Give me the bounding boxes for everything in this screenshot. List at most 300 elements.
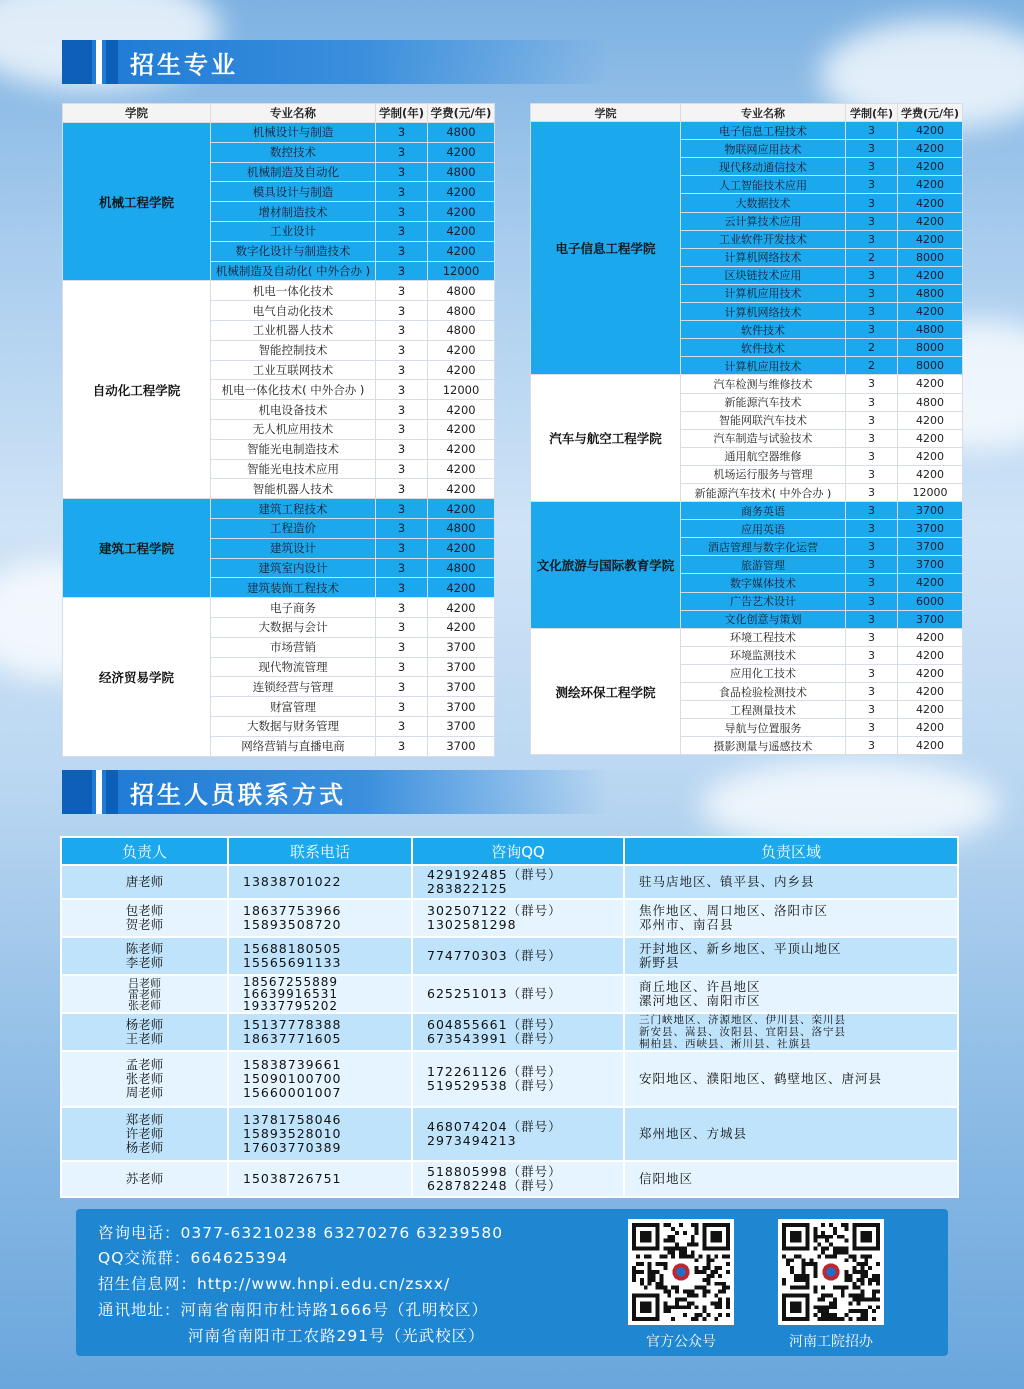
- study-years: 3: [376, 499, 428, 519]
- contact-row: [61, 1013, 958, 1051]
- contact-qq-line[interactable]: 2973494213: [427, 1133, 517, 1148]
- tuition-fee: 8000: [898, 248, 963, 266]
- major-name: 区块链技术应用: [681, 266, 846, 284]
- tuition-fee: 4200: [428, 617, 495, 637]
- college-name: 文化旅游与国际教育学院: [531, 502, 681, 629]
- tuition-fee: 6000: [898, 592, 963, 610]
- contact-qq-line[interactable]: 172261126（群号）: [427, 1064, 562, 1079]
- contact-qq-line[interactable]: 468074204（群号）: [427, 1119, 562, 1134]
- major-name: 食品检验检测技术: [681, 683, 846, 701]
- major-name: 工业互联网技术: [211, 360, 376, 380]
- qq-group: QQ交流群：664625394: [98, 1249, 289, 1267]
- mailing-address-2: 河南省南阳市工农路291号（光武校区）: [188, 1327, 485, 1345]
- tuition-fee: 4800: [428, 558, 495, 578]
- major-name: 机械制造及自动化: [211, 162, 376, 182]
- contact-person-line: 张老师: [125, 1071, 164, 1086]
- contact-area: [624, 1161, 958, 1197]
- major-name: 应用化工技术: [681, 664, 846, 682]
- study-years: 3: [376, 261, 428, 281]
- tuition-fee: 4200: [898, 701, 963, 719]
- contact-qq-line[interactable]: 673543991（群号）: [427, 1031, 562, 1046]
- major-name: 导航与位置服务: [681, 719, 846, 737]
- study-years: 3: [376, 301, 428, 321]
- study-years: 3: [846, 538, 898, 556]
- major-name: 旅游管理: [681, 556, 846, 574]
- contact-phone: [228, 1051, 412, 1107]
- tuition-fee: 4200: [428, 400, 495, 420]
- contact-person-line: 周老师: [125, 1085, 164, 1100]
- major-name: 大数据与会计: [211, 617, 376, 637]
- contact-phone-line[interactable]: 15893528010: [243, 1126, 342, 1141]
- study-years: 3: [846, 683, 898, 701]
- col-header-college: 学院: [63, 104, 211, 123]
- study-years: 3: [376, 182, 428, 202]
- tuition-fee: 4200: [428, 538, 495, 558]
- contact-qq-line[interactable]: 774770303（群号）: [427, 948, 562, 963]
- major-name: 连锁经营与管理: [211, 677, 376, 697]
- contact-phone-line[interactable]: 15565691133: [243, 955, 342, 970]
- study-years: 3: [846, 266, 898, 284]
- tuition-fee: 4200: [898, 737, 963, 755]
- contact-qq-line[interactable]: 429192485（群号）: [427, 867, 562, 882]
- contact-area-line: 驻马店地区、镇平县、内乡县: [639, 874, 815, 889]
- college-name: 汽车与航空工程学院: [531, 375, 681, 502]
- contact-phone-line[interactable]: 15090100700: [243, 1071, 342, 1086]
- study-years: 3: [376, 360, 428, 380]
- contact-phone-line[interactable]: 15838739661: [243, 1057, 342, 1072]
- study-years: 3: [846, 194, 898, 212]
- contact-person-line: 贺老师: [125, 917, 164, 932]
- tuition-fee: 4200: [898, 375, 963, 393]
- major-name: 市场营销: [211, 637, 376, 657]
- tuition-fee: 3700: [428, 657, 495, 677]
- tuition-fee: 4200: [428, 182, 495, 202]
- major-name: 汽车检测与维修技术: [681, 375, 846, 393]
- contact-person: [61, 1013, 228, 1051]
- tuition-fee: 3700: [898, 610, 963, 628]
- tuition-fee: 4200: [898, 574, 963, 592]
- contact-phone-line[interactable]: 15688180505: [243, 941, 342, 956]
- study-years: 3: [846, 465, 898, 483]
- major-name: 通用航空器维修: [681, 447, 846, 465]
- study-years: 3: [376, 320, 428, 340]
- contact-row: [61, 899, 958, 937]
- contact-phone-line[interactable]: 15038726751: [243, 1171, 342, 1186]
- study-years: 3: [376, 400, 428, 420]
- mailing-address-1: 通讯地址：河南省南阳市杜诗路1666号（孔明校区）: [98, 1301, 488, 1319]
- major-name: 文化创意与策划: [681, 610, 846, 628]
- footer-info-panel: [76, 1209, 948, 1356]
- tuition-fee: 4200: [898, 447, 963, 465]
- tuition-fee: 12000: [898, 483, 963, 501]
- study-years: 3: [376, 221, 428, 241]
- major-name: 模具设计与制造: [211, 182, 376, 202]
- contact-area: [624, 1107, 958, 1161]
- major-row: [531, 375, 963, 393]
- study-years: 3: [846, 646, 898, 664]
- tuition-fee: 4200: [428, 142, 495, 162]
- study-years: 3: [376, 637, 428, 657]
- major-name: 环境工程技术: [681, 628, 846, 646]
- major-name: 摄影测量与遥感技术: [681, 737, 846, 755]
- study-years: 3: [846, 230, 898, 248]
- major-name: 数字化设计与制造技术: [211, 241, 376, 261]
- contact-phone-line[interactable]: 18567255889: [243, 975, 338, 989]
- study-years: 3: [376, 419, 428, 439]
- study-years: 3: [376, 380, 428, 400]
- contact-person-line: 杨老师: [125, 1140, 164, 1155]
- contact-area-line: 邓州市、南召县: [639, 917, 734, 932]
- major-name: 建筑室内设计: [211, 558, 376, 578]
- majors-section-header: [62, 40, 610, 84]
- tuition-fee: 4200: [898, 719, 963, 737]
- contact-area-line: 新安县、嵩县、汝阳县、宜阳县、洛宁县: [639, 1026, 846, 1038]
- contact-phone-line[interactable]: 19337795202: [243, 999, 338, 1013]
- contact-area-line: 漯河地区、南阳市区: [639, 993, 761, 1008]
- contact-row: [61, 975, 958, 1013]
- tuition-fee: 3700: [898, 556, 963, 574]
- tuition-fee: 4200: [898, 230, 963, 248]
- college-name: 自动化工程学院: [63, 281, 211, 499]
- tuition-fee: 4200: [898, 212, 963, 230]
- col-header-major: 专业名称: [681, 104, 846, 122]
- contact-area: [624, 899, 958, 937]
- study-years: 3: [376, 538, 428, 558]
- contact-header-phone: 联系电话: [228, 837, 412, 865]
- major-name: 智能控制技术: [211, 340, 376, 360]
- contact-qq-line[interactable]: 628782248（群号）: [427, 1178, 562, 1193]
- major-name: 建筑工程技术: [211, 499, 376, 519]
- major-name: 增材制造技术: [211, 202, 376, 222]
- col-header-fee: 学费(元/年): [898, 104, 963, 122]
- study-years: 3: [846, 502, 898, 520]
- study-years: 3: [376, 736, 428, 756]
- major-name: 现代移动通信技术: [681, 158, 846, 176]
- major-name: 物联网应用技术: [681, 140, 846, 158]
- study-years: 3: [376, 439, 428, 459]
- tuition-fee: 4200: [898, 646, 963, 664]
- study-years: 3: [376, 617, 428, 637]
- contact-area: [624, 937, 958, 975]
- major-name: 应用英语: [681, 520, 846, 538]
- contact-area-line: 焦作地区、周口地区、洛阳市区: [639, 903, 829, 918]
- major-name: 软件技术: [681, 339, 846, 357]
- study-years: 3: [846, 303, 898, 321]
- consult-phone: 咨询电话：0377-63210238 63270276 63239580: [98, 1224, 504, 1242]
- tuition-fee: 4800: [428, 301, 495, 321]
- contact-person-line: 郑老师: [125, 1112, 164, 1127]
- college-name: 测绘环保工程学院: [531, 628, 681, 755]
- contact-qq: [412, 1107, 624, 1161]
- major-name: 工业软件开发技术: [681, 230, 846, 248]
- contact-area: [624, 1013, 958, 1051]
- study-years: 3: [376, 657, 428, 677]
- contact-row: [61, 1161, 958, 1197]
- major-name: 网络营销与直播电商: [211, 736, 376, 756]
- major-name: 数字媒体技术: [681, 574, 846, 592]
- qr-code-admissions-office[interactable]: [778, 1219, 884, 1325]
- col-header-years: 学制(年): [376, 104, 428, 123]
- tuition-fee: 4200: [898, 158, 963, 176]
- contact-qq: [412, 937, 624, 975]
- tuition-fee: 4200: [428, 479, 495, 499]
- contact-qq-line[interactable]: 283822125: [427, 881, 508, 896]
- study-years: 3: [376, 697, 428, 717]
- major-name: 数控技术: [211, 142, 376, 162]
- tuition-fee: 4200: [898, 628, 963, 646]
- qr-code-official-account[interactable]: [628, 1219, 734, 1325]
- study-years: 3: [846, 574, 898, 592]
- study-years: 2: [846, 339, 898, 357]
- study-years: 3: [846, 592, 898, 610]
- major-name: 人工智能技术应用: [681, 176, 846, 194]
- major-name: 财富管理: [211, 697, 376, 717]
- tuition-fee: 8000: [898, 357, 963, 375]
- tuition-fee: 4200: [428, 340, 495, 360]
- contact-area: [624, 865, 958, 899]
- major-name: 机场运行服务与管理: [681, 465, 846, 483]
- majors-table-right: [530, 103, 963, 755]
- col-header-fee: 学费(元/年): [428, 104, 495, 123]
- major-name: 工业机器人技术: [211, 320, 376, 340]
- contact-phone: [228, 1161, 412, 1197]
- tuition-fee: 8000: [898, 339, 963, 357]
- tuition-fee: 4800: [428, 518, 495, 538]
- tuition-fee: 3700: [428, 736, 495, 756]
- contact-area-line: 安阳地区、濮阳地区、鹤壁地区、唐河县: [639, 1071, 883, 1086]
- tuition-fee: 4200: [428, 241, 495, 261]
- major-name: 云计算技术应用: [681, 212, 846, 230]
- major-name: 无人机应用技术: [211, 419, 376, 439]
- contact-row: [61, 937, 958, 975]
- tuition-fee: 4800: [898, 321, 963, 339]
- tuition-fee: 3700: [428, 697, 495, 717]
- contact-phone: [228, 1107, 412, 1161]
- contact-qq-line[interactable]: 625251013（群号）: [427, 986, 562, 1001]
- contact-phone-line[interactable]: 15137778388: [243, 1017, 342, 1032]
- study-years: 3: [846, 212, 898, 230]
- major-name: 计算机应用技术: [681, 357, 846, 375]
- contact-area-line: 信阳地区: [639, 1171, 694, 1186]
- tuition-fee: 3700: [898, 502, 963, 520]
- contact-phone-line[interactable]: 15893508720: [243, 917, 342, 932]
- major-name: 机电设备技术: [211, 400, 376, 420]
- study-years: 3: [846, 556, 898, 574]
- tuition-fee: 4200: [898, 266, 963, 284]
- study-years: 3: [376, 281, 428, 301]
- major-name: 现代物流管理: [211, 657, 376, 677]
- major-row: [531, 628, 963, 646]
- contact-person: [61, 1051, 228, 1107]
- contact-person-line: 包老师: [125, 903, 164, 918]
- contact-person-line: 唐老师: [125, 874, 164, 889]
- major-name: 智能光电技术应用: [211, 459, 376, 479]
- contact-header-area: 负责区域: [624, 837, 958, 865]
- study-years: 3: [376, 142, 428, 162]
- major-name: 计算机网络技术: [681, 303, 846, 321]
- study-years: 3: [376, 716, 428, 736]
- study-years: 3: [376, 340, 428, 360]
- contact-person-line: 许老师: [125, 1126, 164, 1141]
- contact-phone-line[interactable]: 17603770389: [243, 1140, 342, 1155]
- major-name: 建筑设计: [211, 538, 376, 558]
- contact-area: [624, 1051, 958, 1107]
- tuition-fee: 3700: [428, 677, 495, 697]
- study-years: 2: [846, 248, 898, 266]
- tuition-fee: 4200: [428, 221, 495, 241]
- tuition-fee: 4200: [898, 683, 963, 701]
- major-name: 机电一体化技术: [211, 281, 376, 301]
- tuition-fee: 4200: [898, 303, 963, 321]
- tuition-fee: 4200: [898, 140, 963, 158]
- study-years: 2: [846, 357, 898, 375]
- col-header-major: 专业名称: [211, 104, 376, 123]
- contact-person-line: 孟老师: [125, 1057, 164, 1072]
- tuition-fee: 4200: [428, 360, 495, 380]
- tuition-fee: 3700: [428, 637, 495, 657]
- major-name: 智能光电制造技术: [211, 439, 376, 459]
- enrollment-website[interactable]: 招生信息网：http://www.hnpi.edu.cn/zsxx/: [98, 1275, 451, 1293]
- tuition-fee: 3700: [898, 538, 963, 556]
- study-years: 3: [846, 140, 898, 158]
- study-years: 3: [376, 162, 428, 182]
- major-name: 工程测量技术: [681, 701, 846, 719]
- contact-area-line: 郑州地区、方城县: [639, 1126, 748, 1141]
- major-name: 商务英语: [681, 502, 846, 520]
- contact-qq: [412, 899, 624, 937]
- study-years: 3: [846, 176, 898, 194]
- major-name: 智能机器人技术: [211, 479, 376, 499]
- contact-phone-line[interactable]: 18637771605: [243, 1031, 342, 1046]
- major-row: [63, 499, 495, 519]
- contact-phone: [228, 975, 412, 1013]
- college-name: 建筑工程学院: [63, 499, 211, 598]
- contact-person-line: 苏老师: [125, 1171, 164, 1186]
- contacts-table: [60, 836, 959, 1198]
- contact-row: [61, 1107, 958, 1161]
- contact-phone-line[interactable]: 13781758046: [243, 1112, 342, 1127]
- major-name: 新能源汽车技术( 中外合办 ): [681, 483, 846, 501]
- study-years: 3: [846, 520, 898, 538]
- major-row: [63, 123, 495, 143]
- contacts-section-header: [62, 770, 610, 814]
- major-name: 机械设计与制造: [211, 123, 376, 143]
- contact-person-line: 李老师: [125, 955, 164, 970]
- major-row: [63, 281, 495, 301]
- contact-phone: [228, 937, 412, 975]
- tuition-fee: 4800: [428, 162, 495, 182]
- tuition-fee: 3700: [898, 520, 963, 538]
- study-years: 3: [846, 737, 898, 755]
- tuition-fee: 12000: [428, 380, 495, 400]
- tuition-fee: 4800: [428, 123, 495, 143]
- tuition-fee: 4200: [428, 202, 495, 222]
- college-name: 电子信息工程学院: [531, 122, 681, 375]
- contact-phone-line[interactable]: 13838701022: [243, 874, 342, 889]
- contact-qq-line[interactable]: 302507122（群号）: [427, 903, 562, 918]
- contact-qq-line[interactable]: 1302581298: [427, 917, 517, 932]
- study-years: 3: [846, 411, 898, 429]
- contact-person: [61, 1161, 228, 1197]
- contact-person: [61, 865, 228, 899]
- major-name: 计算机网络技术: [681, 248, 846, 266]
- study-years: 3: [846, 610, 898, 628]
- study-years: 3: [376, 123, 428, 143]
- col-header-college: 学院: [531, 104, 681, 122]
- contact-header-qq: 咨询QQ: [412, 837, 624, 865]
- majors-table-left: [62, 103, 495, 757]
- major-name: 大数据与财务管理: [211, 716, 376, 736]
- study-years: 3: [846, 284, 898, 302]
- contact-phone-line[interactable]: 18637753966: [243, 903, 342, 918]
- tuition-fee: 4200: [898, 411, 963, 429]
- tuition-fee: 4200: [428, 459, 495, 479]
- major-name: 大数据技术: [681, 194, 846, 212]
- major-row: [63, 598, 495, 618]
- contact-phone-line[interactable]: 15660001007: [243, 1085, 342, 1100]
- tuition-fee: 4800: [428, 281, 495, 301]
- tuition-fee: 4200: [898, 429, 963, 447]
- study-years: 3: [376, 459, 428, 479]
- study-years: 3: [846, 429, 898, 447]
- study-years: 3: [376, 677, 428, 697]
- contact-qq-line[interactable]: 604855661（群号）: [427, 1017, 562, 1032]
- contact-person-line: 杨老师: [125, 1017, 164, 1032]
- qr1-caption: 官方公众号: [646, 1334, 716, 1350]
- contact-area-line: 商丘地区、许昌地区: [639, 979, 761, 994]
- contact-area: [624, 975, 958, 1013]
- contact-qq-line[interactable]: 519529538（群号）: [427, 1078, 562, 1093]
- contact-person-line: 陈老师: [125, 941, 164, 956]
- tuition-fee: 4200: [428, 439, 495, 459]
- study-years: 3: [846, 483, 898, 501]
- major-row: [531, 122, 963, 140]
- contact-qq: [412, 1161, 624, 1197]
- contact-header-person: 负责人: [61, 837, 228, 865]
- tuition-fee: 4800: [898, 393, 963, 411]
- major-name: 机械制造及自动化( 中外合办 ): [211, 261, 376, 281]
- contact-person: [61, 937, 228, 975]
- tuition-fee: 4200: [898, 122, 963, 140]
- major-name: 广告艺术设计: [681, 592, 846, 610]
- contact-phone: [228, 899, 412, 937]
- contact-person: [61, 1107, 228, 1161]
- contact-person-line: 吕老师: [128, 976, 161, 990]
- contact-person-line: 雷老师: [128, 987, 161, 1001]
- tuition-fee: 12000: [428, 261, 495, 281]
- major-name: 电气自动化技术: [211, 301, 376, 321]
- contact-phone-line[interactable]: 16639916531: [243, 987, 338, 1001]
- contact-phone: [228, 1013, 412, 1051]
- study-years: 3: [376, 479, 428, 499]
- study-years: 3: [846, 447, 898, 465]
- contact-qq: [412, 1013, 624, 1051]
- study-years: 3: [846, 701, 898, 719]
- study-years: 3: [846, 664, 898, 682]
- major-name: 电子信息工程技术: [681, 122, 846, 140]
- contact-person: [61, 899, 228, 937]
- contact-qq-line[interactable]: 518805998（群号）: [427, 1164, 562, 1179]
- tuition-fee: 4200: [428, 578, 495, 598]
- college-name: 机械工程学院: [63, 123, 211, 281]
- major-name: 新能源汽车技术: [681, 393, 846, 411]
- study-years: 3: [846, 393, 898, 411]
- qr2-caption: 河南工院招办: [789, 1334, 873, 1350]
- tuition-fee: 4200: [428, 419, 495, 439]
- major-row: [531, 502, 963, 520]
- col-header-years: 学制(年): [846, 104, 898, 122]
- contact-row: [61, 865, 958, 899]
